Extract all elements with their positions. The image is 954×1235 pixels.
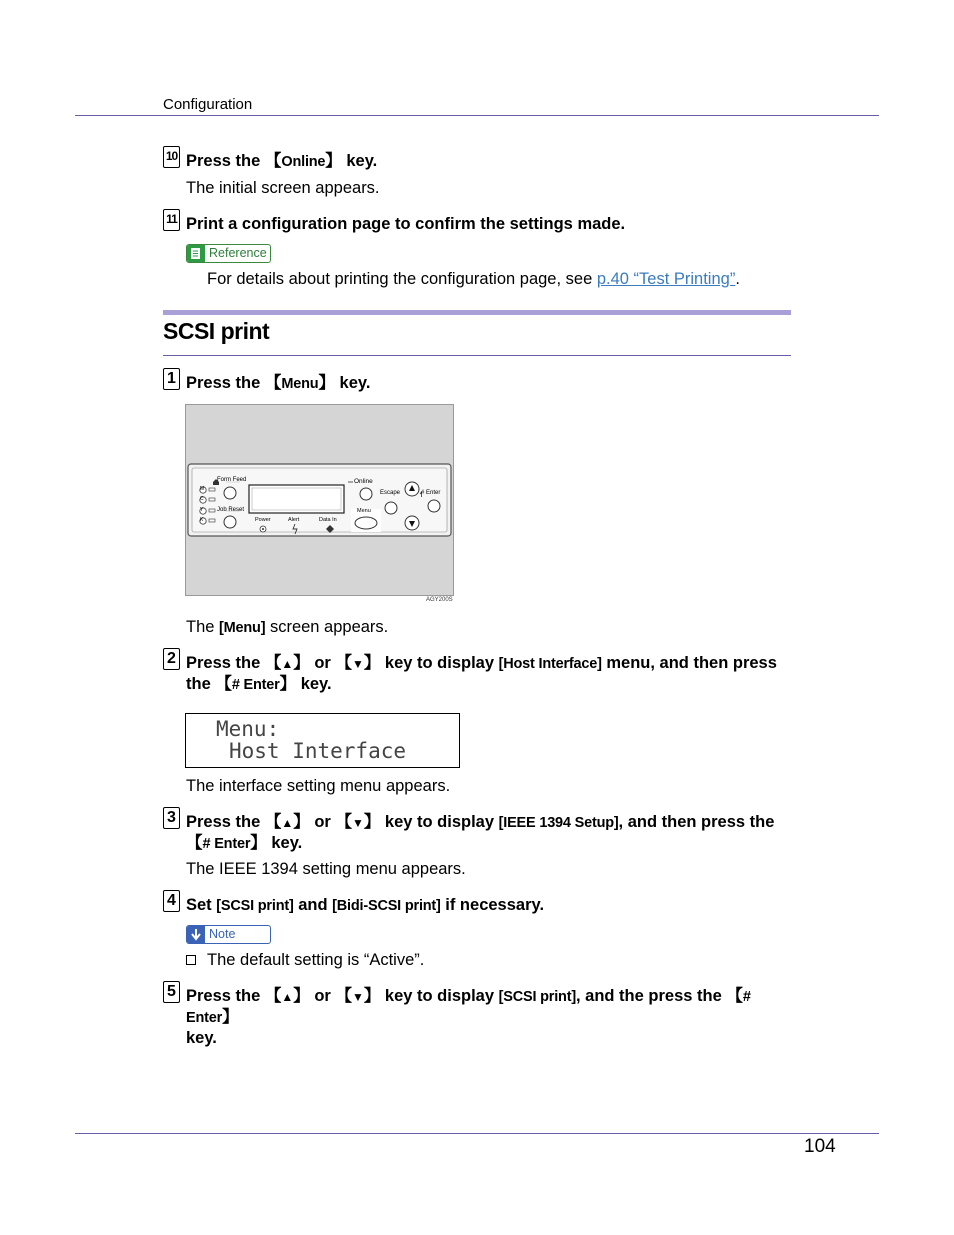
step-3-description: The IEEE 1394 setting menu appears. — [186, 860, 466, 878]
reference-book-icon — [187, 245, 205, 262]
step-number: 11 — [163, 209, 180, 231]
step-text: key to display — [380, 813, 499, 831]
step-number: 1 — [163, 368, 180, 390]
up-arrow-icon: ▲ — [281, 816, 294, 830]
step-text: key. — [296, 675, 332, 693]
y-label: Y — [200, 507, 204, 513]
page-number: 104 — [804, 1136, 836, 1157]
step-3-text — [186, 812, 796, 854]
m-label: M — [200, 486, 205, 492]
note-badge — [186, 925, 271, 944]
step-text: key to display — [380, 654, 499, 672]
step-text: if necessary. — [440, 896, 545, 914]
reference-text-after: . — [735, 270, 740, 288]
step-text: or — [309, 654, 336, 672]
reference-text — [207, 269, 740, 289]
step-3-line-1: Press the 【▲】 or 【▼】 key to display [IEEE 1394 Setup], and then press the — [186, 813, 775, 831]
menu-item-name: [SCSI print] — [498, 989, 576, 1005]
step-number: 2 — [163, 648, 180, 670]
step-text: key. — [341, 152, 378, 170]
down-arrow-icon: ▼ — [351, 990, 364, 1004]
step-text: , and then press the — [618, 813, 775, 831]
up-arrow-icon: ▲ — [281, 657, 294, 671]
step-text: the — [186, 675, 216, 693]
step-3-line-2: 【# Enter】 key. — [186, 834, 303, 852]
escape-label: Escape — [380, 490, 401, 496]
key-name: Online — [281, 154, 326, 170]
down-arrow-icon: ▼ — [351, 657, 364, 671]
footer-rule — [75, 1133, 879, 1134]
key-name: Menu — [281, 376, 319, 392]
section-top-bar — [163, 310, 791, 315]
power-label: Power — [255, 517, 271, 523]
header-rule — [75, 115, 879, 116]
step-text: key to display — [380, 987, 499, 1005]
step-number: 5 — [163, 981, 180, 1003]
up-arrow-icon: ▲ — [281, 990, 294, 1004]
step-number: 10 — [163, 146, 180, 168]
step-2-line-1: Press the 【▲】 or 【▼】 key to display [Host Interface] menu, and then press — [186, 654, 777, 672]
checkbox-bullet-icon — [186, 955, 196, 965]
reference-badge — [186, 244, 271, 263]
note-label: Note — [209, 927, 236, 941]
form-feed-label: Form Feed — [217, 477, 247, 483]
enter-label: # Enter — [421, 490, 441, 496]
down-arrow-icon: ▼ — [351, 816, 364, 830]
step-11-text: Print a configuration page to confirm the settings made. — [186, 215, 626, 233]
lcd-line-1: Menu: — [216, 717, 280, 741]
down-arrow-note-icon — [187, 926, 205, 943]
k-label: K — [200, 517, 204, 523]
online-label: Online — [354, 478, 373, 485]
section-title: SCSI print — [163, 318, 270, 344]
step-10-text: Press the 【Online】 key. — [186, 152, 378, 170]
reference-text-before: For details about printing the configuration page, see — [207, 270, 597, 288]
menu-item-name: [Bidi-SCSI print] — [332, 898, 441, 914]
control-panel-illustration — [185, 404, 454, 596]
step-10-description: The initial screen appears. — [186, 179, 380, 197]
lcd-line-2: Host Interface — [229, 739, 407, 763]
step-text: or — [309, 987, 336, 1005]
step-2-description: The interface setting menu appears. — [186, 777, 451, 795]
step-text: menu, and then press — [601, 654, 777, 672]
description-text: The — [186, 618, 220, 636]
step-1-text: Press the 【Menu】 key. — [186, 374, 371, 392]
step-5-line-2: key. — [186, 1029, 217, 1047]
reference-label: Reference — [209, 246, 267, 260]
data-in-label: Data In — [319, 517, 337, 523]
step-text: and — [293, 896, 333, 914]
note-item: The default setting is “Active”. — [207, 951, 425, 969]
menu-item-name: [Menu] — [219, 620, 266, 636]
step-2-text — [186, 653, 796, 695]
step-text: Press the — [186, 654, 265, 672]
step-text: Press the — [186, 813, 265, 831]
description-text: screen appears. — [265, 618, 389, 636]
step-number: 3 — [163, 807, 180, 829]
step-text: Press the — [186, 152, 265, 170]
step-text: Press the — [186, 374, 265, 392]
step-number: 4 — [163, 890, 180, 912]
menu-label: Menu — [357, 508, 371, 514]
c-label: C — [200, 496, 204, 502]
step-1-description — [186, 617, 388, 638]
step-text: key. — [334, 374, 371, 392]
step-text: Set — [186, 896, 217, 914]
step-2-line-2: the 【# Enter】 key. — [186, 675, 332, 693]
alert-label: Alert — [288, 517, 300, 523]
step-5-line-1: Press the 【▲】 or 【▼】 key to display [SCSI print], and the press the 【# Enter】 — [186, 987, 751, 1026]
job-reset-label: Job Reset — [217, 507, 245, 513]
key-name: # Enter — [231, 677, 280, 693]
figure-code: AGY200S — [426, 597, 453, 603]
running-header: Configuration — [163, 96, 253, 113]
section-bottom-rule — [163, 355, 791, 356]
lcd-display — [185, 713, 460, 768]
step-text: , and the press the — [575, 987, 727, 1005]
test-printing-link[interactable]: p.40 “Test Printing” — [596, 270, 736, 288]
step-4-text — [186, 895, 544, 916]
menu-item-name: [SCSI print] — [216, 898, 294, 914]
step-text: key. — [266, 834, 303, 852]
step-text: or — [309, 813, 336, 831]
step-text: Press the — [186, 987, 265, 1005]
menu-item-name: [Host Interface] — [498, 656, 602, 672]
key-name: # Enter — [202, 836, 251, 852]
key-name: # Enter — [186, 989, 751, 1026]
step-5-text — [186, 986, 796, 1048]
menu-item-name: [IEEE 1394 Setup] — [498, 815, 619, 831]
